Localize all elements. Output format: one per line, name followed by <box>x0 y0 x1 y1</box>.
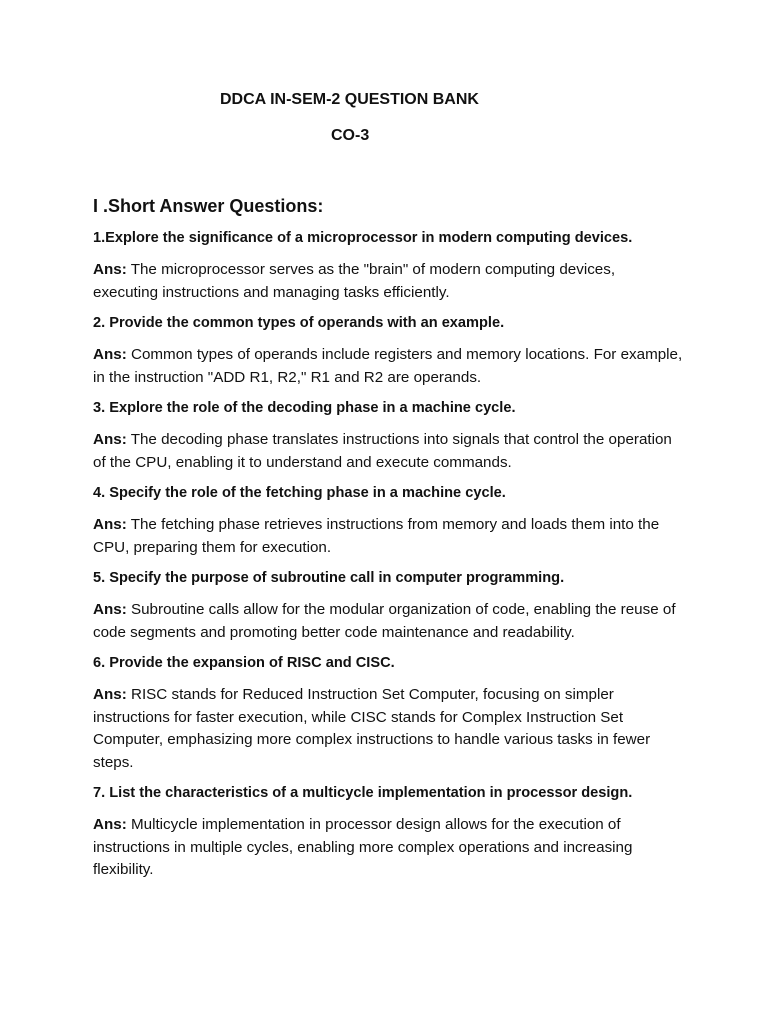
question-text: 2. Provide the common types of operands with an example. <box>93 315 505 331</box>
question-text: 3. Explore the role of the decoding phase in a machine cycle. <box>93 400 516 416</box>
answer-paragraph <box>93 599 683 644</box>
qa-item-1 <box>93 227 683 304</box>
answer-text: RISC stands for Reduced Instruction Set Computer, focusing on simpler instructions for faster execution, while CISC stands for Complex Instruction Set Computer, emphasizing more complex instructions to handle various tasks in fewer steps. <box>93 686 651 771</box>
answer-label: Ans: <box>93 516 127 533</box>
answer-paragraph <box>93 429 683 474</box>
qa-item-6 <box>93 652 683 774</box>
answer-label: Ans: <box>93 816 127 833</box>
answer-label: Ans: <box>93 431 127 448</box>
answer-text: The fetching phase retrieves instructions from memory and loads them into the CPU, preparing them for execution. <box>93 516 660 556</box>
answer-label: Ans: <box>93 686 127 703</box>
answer-paragraph <box>93 814 683 882</box>
question-text: 5. Specify the purpose of subroutine call in computer programming. <box>93 570 565 586</box>
qa-item-7 <box>93 782 683 882</box>
answer-text: Common types of operands include registers and memory locations. For example, in the instruction "ADD R1, R2," R1 and R2 are operands. <box>93 346 683 386</box>
document-content <box>93 194 683 890</box>
answer-label: Ans: <box>93 261 127 278</box>
qa-item-4 <box>93 482 683 559</box>
question-text: 4. Specify the role of the fetching phase in a machine cycle. <box>93 485 506 501</box>
answer-text: Multicycle implementation in processor design allows for the execution of instructions in multiple cycles, enabling more complex operations and increasing flexibility. <box>93 816 633 878</box>
answer-text: Subroutine calls allow for the modular organization of code, enabling the reuse of code segments and promoting better code maintenance and readability. <box>93 601 676 641</box>
answer-text: The decoding phase translates instructions into signals that control the operation of the CPU, enabling it to understand and execute commands. <box>93 431 672 471</box>
answer-label: Ans: <box>93 346 127 363</box>
qa-item-2 <box>93 312 683 389</box>
question-text: 6. Provide the expansion of RISC and CISC. <box>93 655 395 671</box>
question-text: 1.Explore the significance of a microprocessor in modern computing devices. <box>93 230 633 246</box>
qa-item-3 <box>93 397 683 474</box>
answer-label: Ans: <box>93 601 127 618</box>
answer-text: The microprocessor serves as the "brain" of modern computing devices, executing instructions and managing tasks efficiently. <box>93 261 616 301</box>
document-title: DDCA IN-SEM-2 QUESTION BANK <box>220 91 479 108</box>
document-subtitle: CO-3 <box>331 127 370 144</box>
section-heading: I .Short Answer Questions: <box>93 196 324 216</box>
answer-paragraph <box>93 344 683 389</box>
question-text: 7. List the characteristics of a multicycle implementation in processor design. <box>93 785 633 801</box>
answer-paragraph <box>93 259 683 304</box>
qa-item-5 <box>93 567 683 644</box>
answer-paragraph <box>93 514 683 559</box>
answer-paragraph <box>93 684 683 774</box>
